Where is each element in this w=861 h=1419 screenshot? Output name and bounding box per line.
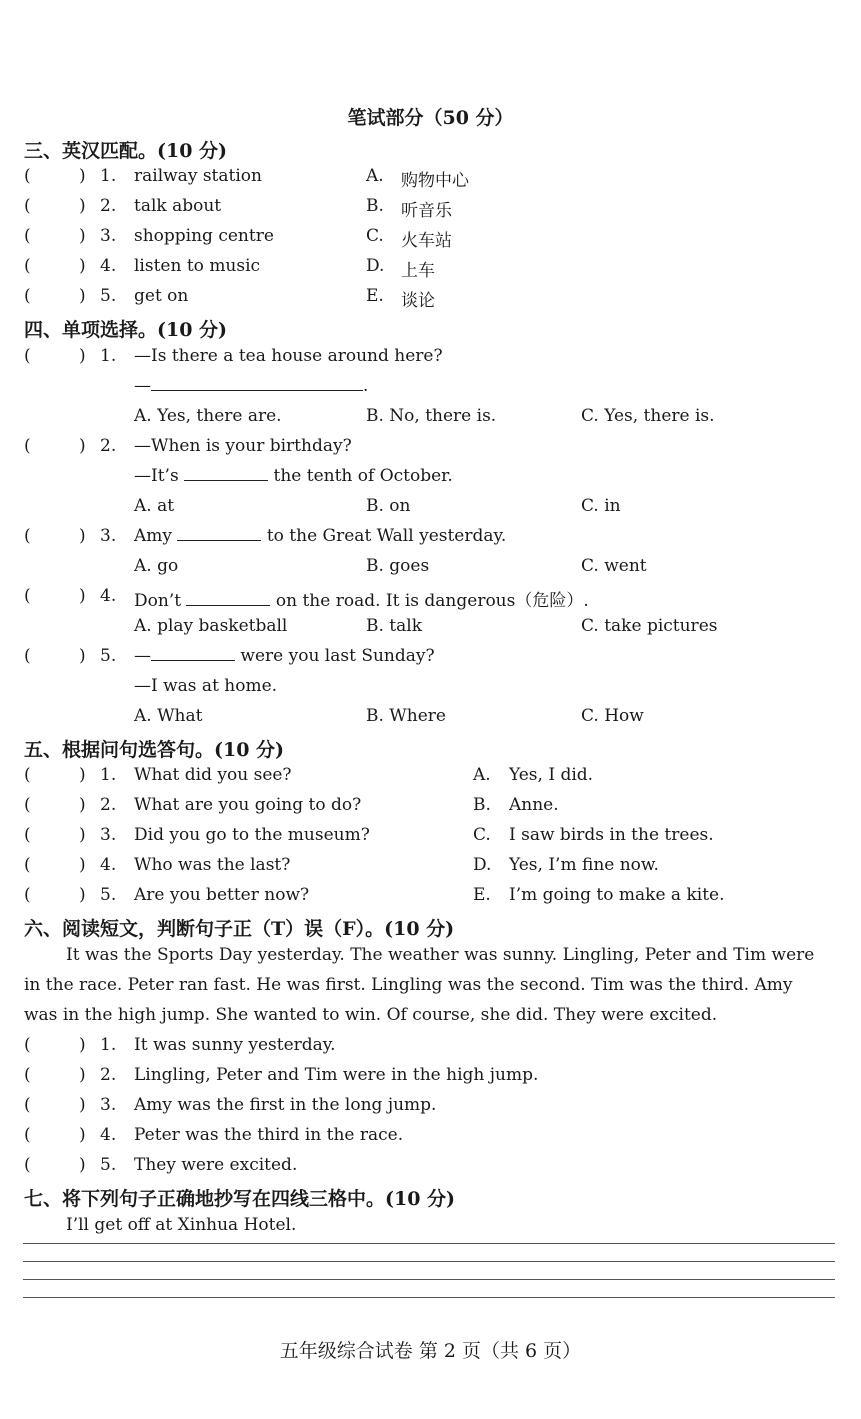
english-phrase: shopping centre	[134, 226, 274, 246]
grid-line	[23, 1243, 835, 1244]
dash: —	[134, 376, 151, 396]
answer-paren-close: )	[79, 825, 86, 845]
answer-line	[134, 376, 368, 396]
answer-paren-close: )	[79, 346, 86, 366]
section-5-title: 五、根据问句选答句。(10 分)	[24, 739, 285, 761]
copy-sentence: I’ll get off at Xinhua Hotel.	[66, 1215, 297, 1235]
section-3-title: 三、英汉匹配。(10 分)	[24, 140, 228, 162]
answer-paren-close: )	[79, 1035, 86, 1055]
answer-paren-open: (	[24, 1155, 31, 1175]
answer-paren-close: )	[79, 286, 86, 306]
option-letter: B.	[473, 795, 491, 815]
answer-paren-open: (	[24, 855, 31, 875]
option-b: B. Where	[366, 706, 446, 726]
option-a: A. at	[134, 496, 175, 516]
item-number: 5.	[100, 1155, 117, 1175]
fill-blank[interactable]	[184, 479, 268, 481]
option-letter: C.	[366, 226, 384, 246]
option-letter: A.	[473, 765, 491, 785]
answer-paren-close: )	[79, 256, 86, 276]
option-a: A. play basketball	[134, 616, 288, 636]
fill-blank[interactable]	[151, 659, 235, 661]
chinese-meaning: 购物中心	[401, 171, 469, 191]
answer-paren-open: (	[24, 1095, 31, 1115]
item-number: 1.	[100, 1035, 117, 1055]
option-letter: D.	[366, 256, 385, 276]
item-number: 3.	[100, 226, 117, 246]
option-letter: E.	[366, 286, 384, 306]
option-c: C. went	[581, 556, 647, 576]
question-text: Are you better now?	[134, 885, 310, 905]
answer-end: the tenth of October.	[273, 466, 453, 486]
answer-paren-close: )	[79, 1125, 86, 1145]
question-number: 1.	[100, 346, 117, 366]
answer-text: I’m going to make a kite.	[509, 885, 725, 905]
question-start: Don’t	[134, 591, 182, 611]
question-text: —When is your birthday?	[134, 436, 352, 456]
english-phrase: listen to music	[134, 256, 261, 276]
statement-text: Peter was the third in the race.	[134, 1125, 404, 1145]
option-c: C. Yes, there is.	[581, 406, 715, 426]
option-b: B. No, there is.	[366, 406, 497, 426]
english-phrase: talk about	[134, 196, 222, 216]
question-text: What did you see?	[134, 765, 292, 785]
question-end: on the road. It is dangerous（危险）.	[275, 591, 589, 611]
chinese-meaning: 听音乐	[401, 201, 452, 221]
question-text: Who was the last?	[134, 855, 291, 875]
option-c: C. take pictures	[581, 616, 718, 636]
question-end: were you last Sunday?	[240, 646, 435, 666]
passage-line: was in the high jump. She wanted to win. Of course, she did. They were excited.	[24, 1005, 718, 1025]
question-start: Amy	[134, 526, 173, 546]
fill-blank[interactable]	[186, 604, 270, 606]
question-text: What are you going to do?	[134, 795, 362, 815]
option-letter: C.	[473, 825, 491, 845]
answer-paren-open: (	[24, 256, 31, 276]
answer-paren-open: (	[24, 286, 31, 306]
statement-text: Amy was the first in the long jump.	[134, 1095, 437, 1115]
answer-paren-open: (	[24, 765, 31, 785]
option-letter: B.	[366, 196, 384, 216]
answer-paren-open: (	[24, 166, 31, 186]
answer-paren-open: (	[24, 646, 31, 666]
question-start: —	[134, 646, 151, 666]
option-b: B. on	[366, 496, 411, 516]
answer-text: —I was at home.	[134, 676, 278, 696]
fill-blank[interactable]	[177, 539, 261, 541]
answer-paren-open: (	[24, 1065, 31, 1085]
item-number: 2.	[100, 196, 117, 216]
question-number: 5.	[100, 646, 117, 666]
section-7-title: 七、将下列句子正确地抄写在四线三格中。(10 分)	[24, 1188, 456, 1210]
option-a: A. What	[134, 706, 203, 726]
option-b: B. goes	[366, 556, 430, 576]
answer-paren-close: )	[79, 196, 86, 216]
answer-paren-close: )	[79, 436, 86, 456]
item-number: 3.	[100, 825, 117, 845]
page-footer: 五年级综合试卷 第 2 页（共 6 页）	[279, 1340, 582, 1362]
answer-start: —It’s	[134, 466, 179, 486]
answer-text: Yes, I’m fine now.	[509, 855, 659, 875]
grid-line	[23, 1297, 835, 1298]
question-text: Did you go to the museum?	[134, 825, 370, 845]
english-phrase: railway station	[134, 166, 262, 186]
grid-line	[23, 1261, 835, 1262]
question-end: to the Great Wall yesterday.	[266, 526, 507, 546]
english-phrase: get on	[134, 286, 189, 306]
fill-blank[interactable]	[151, 389, 363, 391]
option-c: C. in	[581, 496, 621, 516]
answer-line	[134, 466, 453, 486]
answer-text: Anne.	[509, 795, 559, 815]
question-text	[134, 646, 435, 666]
option-letter: D.	[473, 855, 492, 875]
option-letter: E.	[473, 885, 491, 905]
answer-paren-close: )	[79, 855, 86, 875]
item-number: 1.	[100, 765, 117, 785]
page-title: 笔试部分（50 分）	[347, 107, 514, 129]
passage-line: It was the Sports Day yesterday. The weather was sunny. Lingling, Peter and Tim were	[66, 945, 815, 965]
option-b: B. talk	[366, 616, 423, 636]
answer-paren-open: (	[24, 795, 31, 815]
question-text	[134, 586, 589, 611]
item-number: 5.	[100, 885, 117, 905]
item-number: 4.	[100, 1125, 117, 1145]
statement-text: It was sunny yesterday.	[134, 1035, 336, 1055]
answer-paren-open: (	[24, 1125, 31, 1145]
answer-paren-close: )	[79, 166, 86, 186]
item-number: 5.	[100, 286, 117, 306]
answer-paren-open: (	[24, 226, 31, 246]
answer-paren-close: )	[79, 765, 86, 785]
question-number: 3.	[100, 526, 117, 546]
answer-paren-close: )	[79, 1095, 86, 1115]
passage-line: in the race. Peter ran fast. He was first. Lingling was the second. Tim was the third. Amy	[24, 975, 793, 995]
answer-paren-close: )	[79, 885, 86, 905]
option-a: A. go	[134, 556, 179, 576]
section-6-title: 六、阅读短文，判断句子正（T）误（F）。(10 分)	[24, 918, 455, 940]
item-number: 3.	[100, 1095, 117, 1115]
item-number: 1.	[100, 166, 117, 186]
answer-paren-open: (	[24, 436, 31, 456]
chinese-meaning: 谈论	[401, 291, 435, 311]
answer-paren-close: )	[79, 795, 86, 815]
statement-text: They were excited.	[134, 1155, 298, 1175]
chinese-meaning: 上车	[401, 261, 435, 281]
answer-paren-open: (	[24, 196, 31, 216]
option-a: A. Yes, there are.	[134, 406, 282, 426]
answer-paren-open: (	[24, 825, 31, 845]
answer-text: Yes, I did.	[509, 765, 594, 785]
chinese-meaning: 火车站	[401, 231, 452, 251]
option-c: C. How	[581, 706, 644, 726]
answer-paren-close: )	[79, 1065, 86, 1085]
item-number: 4.	[100, 855, 117, 875]
option-letter: A.	[366, 166, 384, 186]
answer-paren-close: )	[79, 646, 86, 666]
answer-paren-close: )	[79, 226, 86, 246]
period: .	[363, 376, 369, 396]
question-number: 4.	[100, 586, 117, 606]
answer-paren-close: )	[79, 526, 86, 546]
grid-line	[23, 1279, 835, 1280]
item-number: 2.	[100, 1065, 117, 1085]
answer-paren-close: )	[79, 586, 86, 606]
answer-paren-open: (	[24, 885, 31, 905]
statement-text: Lingling, Peter and Tim were in the high jump.	[134, 1065, 539, 1085]
question-number: 2.	[100, 436, 117, 456]
answer-paren-close: )	[79, 1155, 86, 1175]
answer-paren-open: (	[24, 346, 31, 366]
answer-text: I saw birds in the trees.	[509, 825, 714, 845]
answer-paren-open: (	[24, 1035, 31, 1055]
answer-paren-open: (	[24, 526, 31, 546]
question-text: —Is there a tea house around here?	[134, 346, 443, 366]
item-number: 4.	[100, 256, 117, 276]
question-text	[134, 526, 506, 546]
answer-paren-open: (	[24, 586, 31, 606]
section-4-title: 四、单项选择。(10 分)	[24, 319, 228, 341]
item-number: 2.	[100, 795, 117, 815]
